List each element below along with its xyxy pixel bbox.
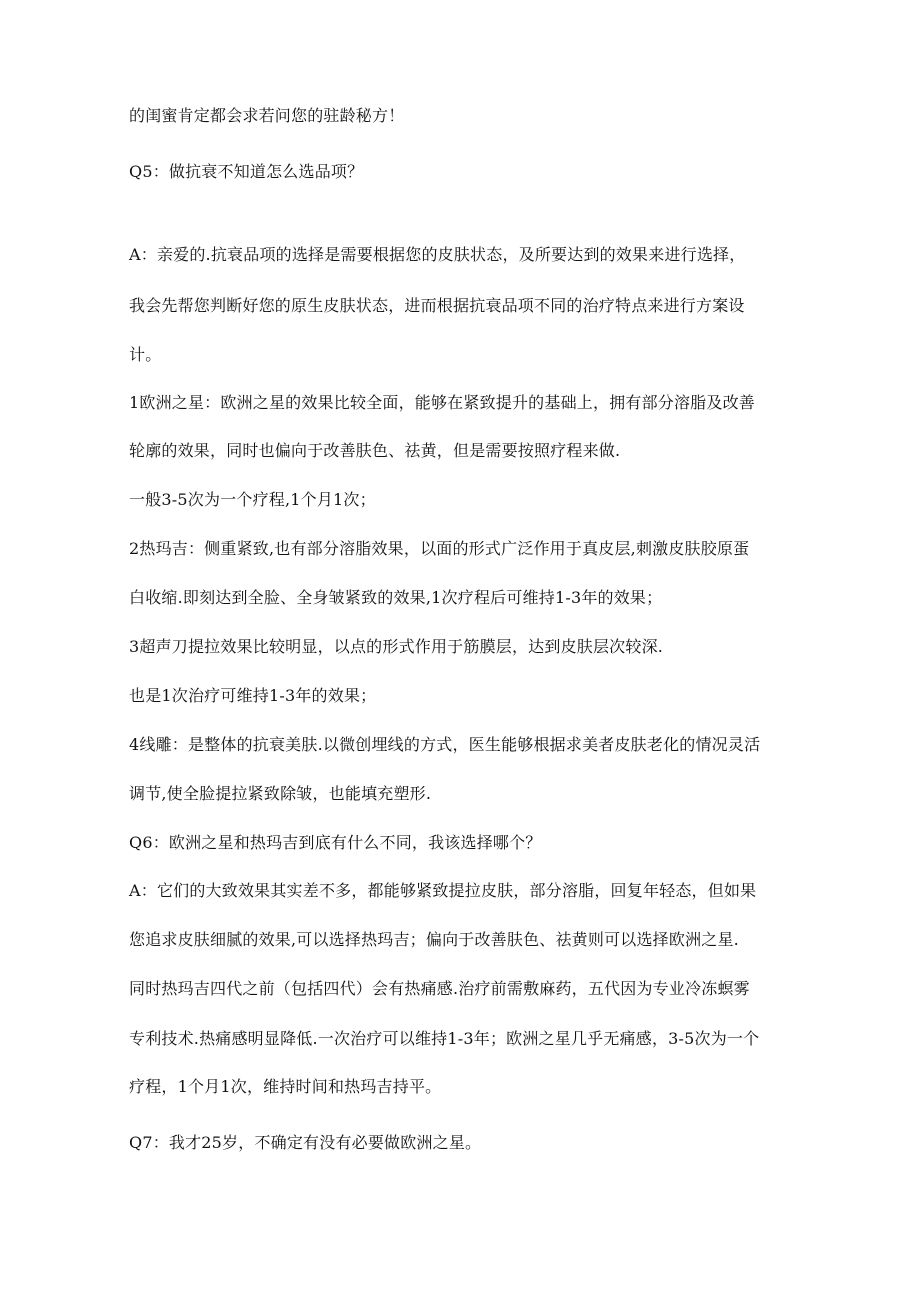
text-line: 我会先帮您判断好您的原生皮肤状态，进而根据抗衰品项不同的治疗特点来进行方案设	[129, 296, 745, 315]
text-line: 同时热玛吉四代之前（包括四代）会有热痛感.治疗前需敷麻药，五代因为专业冷冻螟雾	[129, 979, 750, 998]
text-line: 调节,使全脸提拉紧致除皱，也能填充塑形.	[129, 784, 432, 803]
answer-line: A：亲爱的.抗衰品项的选择是需要根据您的皮肤状态，及所要达到的效果来进行选择，	[129, 245, 746, 264]
text-line: 疗程，1个月1次，维持时间和热玛吉持平。	[129, 1077, 442, 1096]
question-q6: Q6：欧洲之星和热玛吉到底有什么不同，我该选择哪个？	[129, 833, 542, 852]
text-line: 计。	[129, 345, 162, 364]
list-item-line: 4线雕：是整体的抗衰美肤.以微创埋线的方式，医生能够根据求美者皮肤老化的情况灵活	[129, 735, 761, 754]
list-item-line: 3超声刀提拉效果比较明显，以点的形式作用于筋膜层，达到皮肤层次较深.	[129, 637, 664, 656]
list-item-line: 2热玛吉：侧重紧致,也有部分溶脂效果，以面的形式广泛作用于真皮层,刺激皮肤胶原蛋	[129, 539, 750, 558]
text-line: 白收缩.即刻达到全脸、全身皱紧致的效果,1次疗程后可维持1-3年的效果；	[129, 588, 663, 607]
question-q7: Q7：我才25岁，不确定有没有必要做欧洲之星。	[129, 1133, 482, 1152]
text-line: 您追求皮肤细腻的效果,可以选择热玛吉；偏向于改善肤色、祛黄则可以选择欧洲之星.	[129, 930, 739, 949]
answer-line: A：它们的大致效果其实差不多，都能够紧致提拉皮肤，部分溶脂，回复年轻态，但如果	[129, 881, 757, 900]
text-line: 的闺蜜肯定都会求若问您的驻龄秘方！	[129, 106, 405, 125]
text-line: 也是1次治疗可维持1-3年的效果；	[129, 686, 377, 705]
question-q5: Q5：做抗衰不知道怎么选品项？	[129, 162, 364, 181]
list-item-line: 1欧洲之星：欧洲之星的效果比较全面，能够在紧致提升的基础上，拥有部分溶脂及改善	[129, 393, 755, 412]
text-line: 一般3-5次为一个疗程,1个月1次；	[129, 490, 376, 509]
text-line: 专利技术.热痛感明显降低.一次治疗可以维持1-3年；欧洲之星几乎无痛感，3-5次为一个	[129, 1029, 760, 1048]
text-line: 轮廓的效果，同时也偏向于改善肤色、祛黄，但是需要按照疗程来做.	[129, 441, 621, 460]
